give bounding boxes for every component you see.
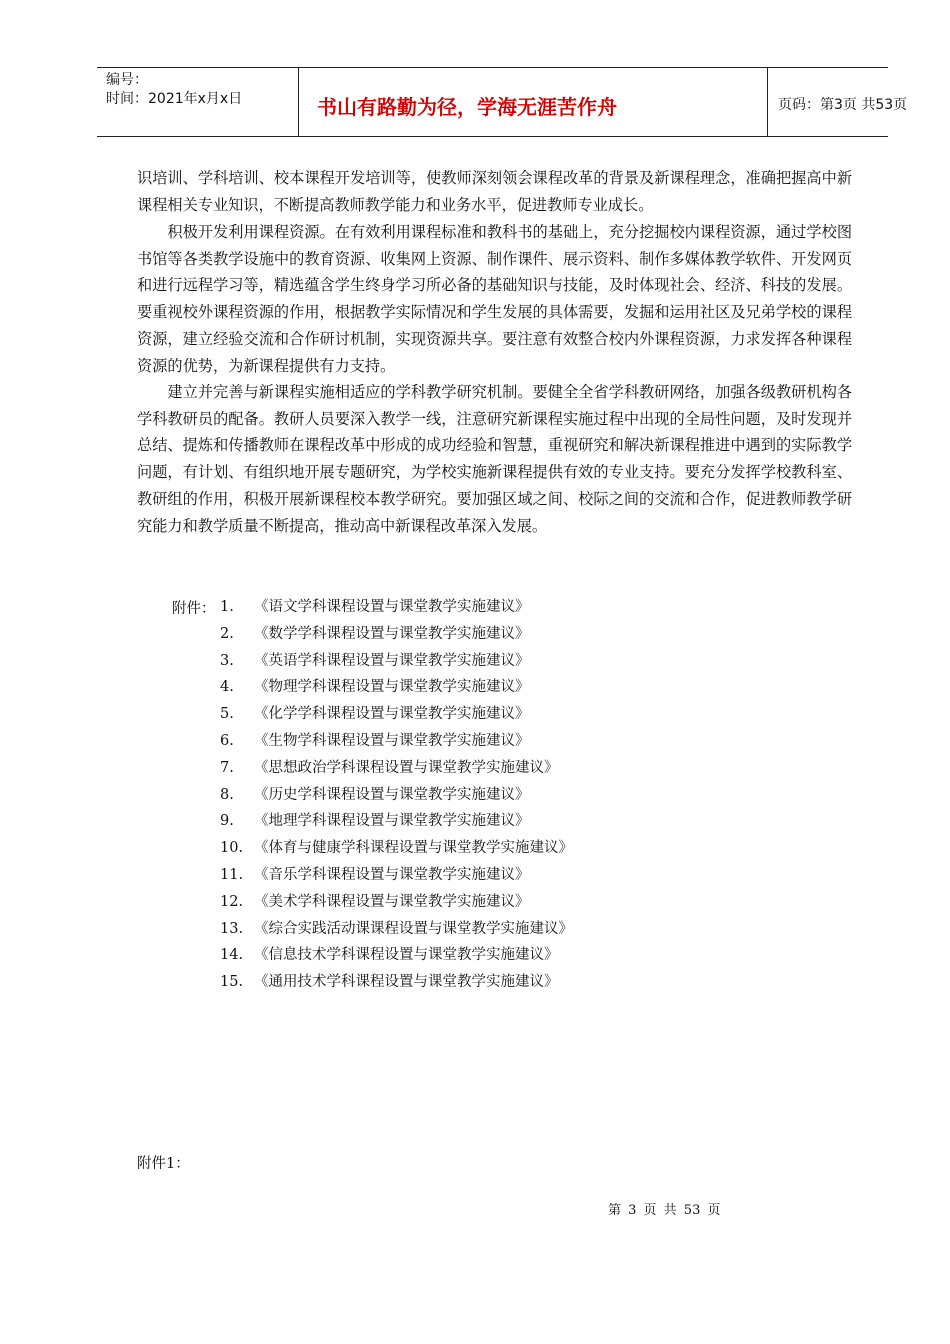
header-motto-cell [299, 68, 768, 136]
list-item-number: 6. [220, 732, 234, 749]
list-item-number: 10. [220, 840, 244, 857]
list-item-title: 《数学学科课程设置与课堂教学实施建议》 [254, 625, 530, 642]
list-item-title: 《历史学科课程设置与课堂教学实施建议》 [254, 786, 530, 803]
list-item [220, 624, 573, 651]
list-item-title: 《语文学科课程设置与课堂教学实施建议》 [254, 599, 530, 615]
list-item [220, 838, 573, 865]
list-item-number: 1. [220, 599, 234, 615]
list-item-number: 4. [220, 679, 234, 696]
list-item-number: 2. [220, 625, 234, 642]
number-label: 编号： [106, 72, 148, 88]
list-item-title: 《信息技术学科课程设置与课堂教学实施建议》 [254, 947, 559, 964]
header-meta-cell [97, 68, 299, 136]
list-item [220, 731, 573, 758]
list-item-number: 15. [220, 974, 244, 991]
paragraph-1: 识培训、学科培训、校本课程开发培训等，使教师深刻领会课程改革的背景及新课程理念，准确把握高中新课程相关专业知识，不断提高教师教学能力和业务水平，促进教师专业成长。 [137, 169, 852, 214]
attachments-list [220, 597, 573, 999]
time-label: 时间：2021年x月x日 [106, 91, 243, 107]
list-item [220, 972, 573, 999]
list-item-title: 《生物学科课程设置与课堂教学实施建议》 [254, 732, 530, 749]
motto: 书山有路勤为径，学海无涯苦作舟 [317, 95, 617, 119]
list-item-number: 8. [220, 786, 234, 803]
list-item-number: 5. [220, 706, 234, 723]
list-item-number: 3. [220, 652, 234, 669]
page-footer: 第 3 页 共 53 页 [608, 1203, 721, 1218]
list-item [220, 651, 573, 678]
paragraph-2: 积极开发利用课程资源。在有效利用课程标准和教科书的基础上，充分挖掘校内课程资源，通过学校图书馆等各类教学设施中的教育资源、收集网上资源、制作课件、展示资料、制作多媒体教学软件、开发网页和进行远程学习等，精选蕴含学生终身学习所必备的基础知识与技能，及时体现社会、经济、科技的发展。要重视校外课程资源的作用，根据教学实际情况和学生发展的具体需要，发掘和运用社区及兄弟学校的课程资源，建立经验交流和合作研讨机制，实现资源共享。要注意有效整合校内外课程资源，力求发挥各种课程资源的优势，为新课程提供有力支持。 [137, 223, 852, 375]
list-item-title: 《思想政治学科课程设置与课堂教学实施建议》 [254, 759, 559, 776]
list-item-title: 《地理学科课程设置与课堂教学实施建议》 [254, 813, 530, 830]
list-item [220, 865, 573, 892]
list-item [220, 945, 573, 972]
list-item-title: 《通用技术学科课程设置与课堂教学实施建议》 [254, 974, 559, 991]
list-item-number: 12. [220, 893, 244, 910]
list-item-number: 14. [220, 947, 244, 964]
list-item [220, 919, 573, 946]
list-item-number: 7. [220, 759, 234, 776]
page-info: 页码：第3页 共53页 [778, 97, 908, 113]
page-header [97, 67, 908, 137]
list-item-title: 《综合实践活动课课程设置与课堂教学实施建议》 [254, 920, 573, 937]
list-item-title: 《化学学科课程设置与课堂教学实施建议》 [254, 706, 530, 723]
list-item-number: 11. [220, 866, 244, 883]
list-item [220, 677, 573, 704]
attachments-label: 附件： [172, 601, 216, 617]
list-item [220, 892, 573, 919]
list-item [220, 811, 573, 838]
list-item-title: 《美术学科课程设置与课堂教学实施建议》 [254, 893, 530, 910]
header-page-cell [768, 68, 908, 136]
list-item [220, 758, 573, 785]
attachment-1-heading: 附件1： [137, 1156, 190, 1172]
paragraph-3: 建立并完善与新课程实施相适应的学科教学研究机制。要健全全省学科教研网络，加强各级教研机构各学科教研员的配备。教研人员要深入教学一线，注意研究新课程实施过程中出现的全局性问题，及时发现并总结、提炼和传播教师在课程改革中形成的成功经验和智慧，重视研究和解决新课程推进中遇到的实际教学问题，有计划、有组织地开展专题研究，为学校实施新课程提供有效的专业支持。要充分发挥学校教科室、教研组的作用，积极开展新课程校本教学研究。要加强区域之间、校际之间的交流和合作，促进教师教学研究能力和教学质量不断提高，推动高中新课程改革深入发展。 [137, 383, 852, 535]
list-item-number: 9. [220, 813, 234, 830]
list-item [220, 785, 573, 812]
list-item-title: 《音乐学科课程设置与课堂教学实施建议》 [254, 866, 530, 883]
list-item-number: 13. [220, 920, 244, 937]
list-item [220, 704, 573, 731]
list-item-title: 《物理学科课程设置与课堂教学实施建议》 [254, 679, 530, 696]
list-item [220, 597, 573, 624]
list-item-title: 《英语学科课程设置与课堂教学实施建议》 [254, 652, 530, 669]
list-item-title: 《体育与健康学科课程设置与课堂教学实施建议》 [254, 840, 573, 857]
